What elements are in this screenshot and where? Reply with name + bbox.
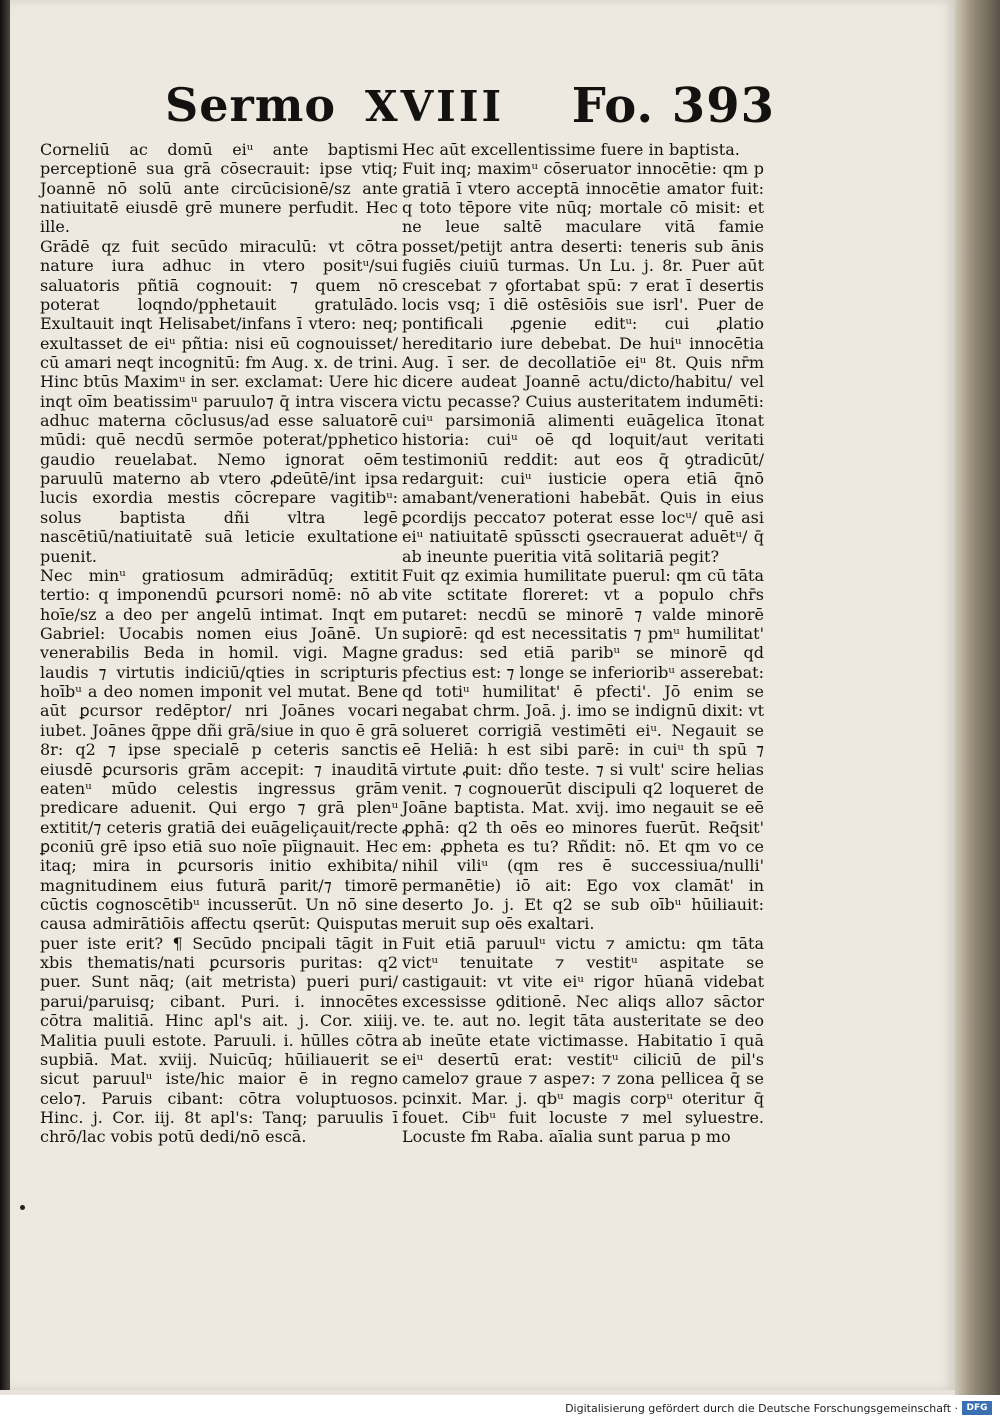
dfg-logo-icon: DFG <box>962 1401 992 1415</box>
folio-page <box>10 0 955 1390</box>
left-paragraph: Corneliū ac domū eiᵘ ante baptismi perceptionē sua grā cōsecrauit: ipse vtiq; Joannē nō solū ante circūcisionē/sz ante natiuitatē eiusdē grē munere perfudit. Hec ille. <box>40 140 398 237</box>
left-column <box>40 140 398 1147</box>
next-page-edge <box>955 0 1000 1395</box>
running-header <box>165 78 775 140</box>
right-paragraph: Hec aūt excellentissime fuere in baptista. <box>402 140 740 159</box>
left-paragraph: Nec minᵘ gratiosum admirādūq; extitit tertio: q imponendū ꝑcursori nomē: nō ab hoīe/sz a deo per angelū intimat. Inqt em Gabriel: Uocabis nomen eius Joānē. Un venerabilis Beda in homil. vigi. Magne laudis ⁊ virtutis indiciū/qties in scripturis hoībᵘ a deo nomen imponit vel mutat. Bene aūt ꝑcursor redēptor/ nri Joānes vocari iubet. Joānes q̄ppe dñi grā/siue in quo ē grā 8r: q2 ⁊ ipse specialē p ceteris sanctis eiusdē ꝑcursoris grām accepit: ⁊ inauditā eatenᵘ mūdo celestis ingressus grām predicare aduenit. Qui ergo ⁊ grā plenᵘ extitit/⁊ ceteris gratiā dei euāgeliçauit/recte ꝑconiū grē ipso etiā suo noīe pīignauit. Hec itaq; mira in ꝑcursoris initio exhibita/ magnitudinem eius futurā parit/⁊ timorē cūctis cognoscētibᵘ incusserūt. Un nō sine causa admirātiōis affectu qserūt: Quisputas puer iste erit? ¶ Secūdo pncipali tāgit in xbis thematis/nati ꝑcursoris puritas: q2 puer. Sunt nāq; (ait metrista) pueri puri/ parui/paruisq; cibant. Puri. i. innocētes cōtra malitiā. Hinc apl's ait. j. Cor. xiiij. Malitia puuli estote. Paruuli. i. hūlles cōtra supbiā. Mat. xviij. Nuicūq; hūiliauerit se sicut paruulᵘ iste/hic maior ē in regno celo⁊. Paruis cibant: cōtra voluptuosos. Hinc. j. Cor. iij. 8t apl's: Tanq; paruulis ī chrō/lac vobis potū dedi/nō escā. <box>40 565 398 1147</box>
header-sermon-number: XVIII <box>365 82 505 131</box>
right-column <box>402 140 764 1147</box>
right-paragraph: Fuit qz eximia humilitate puerul: qm cū tāta vite sctitate floreret: vt a populo chr̄s putaret: necdū se minorē ⁊ valde minorē suꝑiorē: qd est necessitatis ⁊ pmᵘ humilitat' gradus: sed etiā paribᵘ se minorē qd pfectius est: ⁊ longe se inferioribᵘ asserebat: qd totiᵘ humilitat' ē pfecti'. Jō enim se negabat chrm. Joā. j. imo se indignū dixit: vt solueret corrigiā vestimēti eiᵘ. Negauit se eē Heliā: h est sibi parē: in cuiᵘ th spū ⁊ virtute ꝓuit: dño teste. ⁊ si vult' scire helias venit. ⁊ cognouerūt discipuli q2 loqueret de Joāne baptista. Mat. xvij. imo negauit se eē ꝓphā: q2 th oēs eo minores fuerūt. Req̄sit' em: ꝓpheta es tu? Rñdit: nō. Et qm vo ce nihil viliᵘ (qm res ē successiua/nulli' permanētie) iō ait: Ego vox clamāt' in deserto Jo. j. Et q2 se sub oībᵘ hūiliauit: meruit sup oēs exaltari. <box>402 565 764 934</box>
right-paragraph: Fuit inq; maximᵘ cōseruator innocētie: qm p gratiā ī vtero acceptā innocētie amator fuit: q toto tēpore vite nūq; mortale cō misit: et ne leue saltē maculare vitā famie posset/petijt antra deserti: teneris sub ānis fugiēs ciuiū turmas. Un Lu. j. 8r. Puer aūt crescebat ⁊ ꝯfortabat spū: ⁊ erat ī desertis locis vsq; ī diē ostēsiōis sue isrl'. Puer de pontificali ꝓgenie editᵘ: cui ꝓlatio hereditario iure debebat. De huiᵘ innocētia Aug. ī ser. de decollatiōe eiᵘ 8t. Quis nr̄m dicere audeat Joannē actu/dicto/habitu/ vel victu pecasse? Cuius austeritatem indumēti: cuiᵘ parsimoniā alimenti euāgelica ītonat historia: cuiᵘ oē qd loquit/aut veritati testimoniū reddit: aut eos q̄ ꝯtradicūt/ redarguit: cuiᵘ iusticie opera etiā q̄nō amabant/venerationi habebāt. Quis in eius ꝑcordijs peccato⁊ poterat esse locᵘ/ quē asi eiᵘ natiuitatē spūsscti ꝯsecrauerat aduētᵘ/ q̄ ab ineunte pueritia vitā solitariā pegit? <box>402 159 764 566</box>
header-sermo: Sermo <box>165 78 337 132</box>
header-folio: Fo. 393 <box>571 78 775 134</box>
left-paragraph: Grādē qz fuit secūdo miraculū: vt cōtra nature iura adhuc in vtero positᵘ/sui saluatoris pñtiā cognouit: ⁊ quem nō poterat loqndo/pphetauit gratulādo. Exultauit inqt Helisabet/infans ī vtero: neq; exultasset de eiᵘ pñtia: nisi eū cognouisset/ cū amari neqt incognitū: fm Aug. x. de trini. Hinc btūs Maximᵘ in ser. exclamat: Uere hic inqt oīm beatissimᵘ paruulo⁊ q̄ intra viscera adhuc materna cōclusus/ad esse saluatorē mūdi: quē necdū sermōe poterat/pphetico gaudio reuelabat. Nemo ignorat oēm paruulū materno ab vtero ꝓdeūtē/int ipsa lucis exordia mestis cōcrepare vagitibᵘ: solus baptista dñi vltra legē nascētiū/natiuitatē suā leticie exultatione puenit. <box>40 236 398 566</box>
right-paragraph: Fuit etiā paruulᵘ victu ⁊ amictu: qm tāta victᵘ tenuitate ⁊ vestitᵘ aspitate se castigauit: vt vite eiᵘ rigor hūanā videbat excessisse ꝯditionē. Nec aliqs allo⁊ sāctor ve. te. aut no. legit tāta austeritate se deo ab ineūte etate victimasse. Habitatio ī quā eiᵘ desertū erat: vestitᵘ ciliciū de pil's camelo⁊ graue ⁊ aspe⁊: ⁊ zona pellicea q̄ se pcinxit. Mar. j. qbᵘ magis corpᵘ oteritur q̄ fouet. Cibᵘ fuit locuste ⁊ mel syluestre. Locuste fm Raba. aīalia sunt parua p mo <box>402 933 764 1147</box>
binding-shadow <box>0 0 10 1390</box>
ink-mark <box>20 1205 25 1210</box>
digitization-credit: Digitalisierung gefördert durch die Deutsche Forschungsgemeinschaft · <box>565 1402 958 1415</box>
